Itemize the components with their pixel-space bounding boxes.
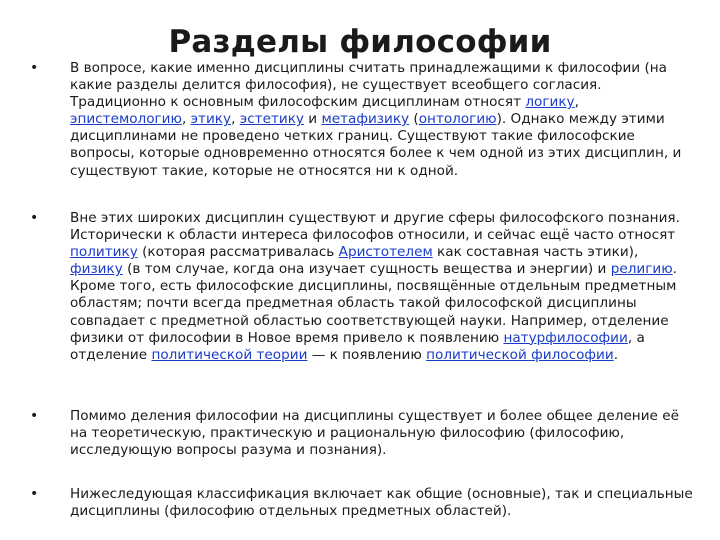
- wiki-link[interactable]: эстетику: [239, 111, 304, 128]
- bullet-icon: •: [30, 486, 39, 502]
- paragraph-span: Нижеследующая классификация включает как общие (основные), так и специальные дисциплины (философию отдельных предметных областей).: [70, 486, 693, 520]
- paragraph-span: (которая рассматривалась: [137, 244, 339, 261]
- paragraph-span: ,: [574, 94, 579, 111]
- bullet-icon: •: [30, 210, 39, 226]
- wiki-link[interactable]: логику: [525, 94, 575, 111]
- bullet-icon: •: [30, 408, 39, 424]
- wiki-link[interactable]: Аристотелем: [338, 244, 433, 261]
- paragraph-span: (: [409, 111, 419, 128]
- paragraph-span: и: [303, 111, 322, 128]
- paragraph-span: . Кроме того, есть философские дисциплины, посвящённые отдельным предметным областям; почти всегда предметная область такой философской дисциплины совпадает с предметной областью соответствующей науки. Например, отделение физики от философии в Новое время привело к появлению: [70, 261, 677, 346]
- slide-title: Разделы философии: [168, 24, 552, 60]
- wiki-link[interactable]: онтологию: [418, 111, 497, 128]
- paragraph-span: .: [613, 346, 619, 363]
- wiki-link[interactable]: метафизику: [321, 111, 410, 128]
- wiki-link[interactable]: этику: [190, 111, 232, 128]
- paragraph-text: [70, 60, 695, 180]
- paragraph-span: (в том случае, когда она изучает сущность вещества и энергии) и: [122, 261, 611, 278]
- wiki-link[interactable]: натурфилософии: [503, 329, 628, 346]
- paragraph-span: ,: [181, 111, 191, 128]
- paragraph-span: Вне этих широких дисциплин существуют и другие сферы философского познания. Исторически к области интереса философов относили, и сейчас ещё часто относят: [70, 210, 680, 244]
- wiki-link[interactable]: политической теории: [151, 346, 308, 363]
- wiki-link[interactable]: политику: [70, 244, 138, 261]
- paragraph-span: ,: [231, 111, 240, 128]
- wiki-link[interactable]: религию: [610, 261, 673, 278]
- paragraph-span: , а отделение: [70, 329, 645, 363]
- bullet-icon: •: [30, 60, 39, 76]
- paragraph-text: [70, 210, 695, 364]
- paragraph-text: [70, 408, 695, 459]
- wiki-link[interactable]: физику: [70, 261, 123, 278]
- paragraph-span: В вопросе, какие именно дисциплины считать принадлежащими к философии (на какие разделы делится философия), не существует всеобщего согласия. Традиционно к основным философским дисциплинам относят: [70, 60, 667, 111]
- paragraph-text: [70, 486, 695, 520]
- paragraph-span: Помимо деления философии на дисциплины существует и более общее деление её на теоретическую, практическую и рациональную философию (философию, исследующую вопросы разума и познания).: [70, 408, 679, 459]
- wiki-link[interactable]: политической философии: [426, 346, 614, 363]
- paragraph-span: как составная часть этики),: [432, 244, 639, 261]
- wiki-link[interactable]: эпистемологию: [70, 111, 182, 128]
- paragraph-span: ). Однако между этими дисциплинами не проведено четких границ. Существуют такие философские вопросы, которые одновременно относятся более к чем одной из этих дисциплин, и существуют такие, которые не относятся ни к одной.: [70, 111, 682, 179]
- paragraph-span: — к появлению: [307, 346, 427, 363]
